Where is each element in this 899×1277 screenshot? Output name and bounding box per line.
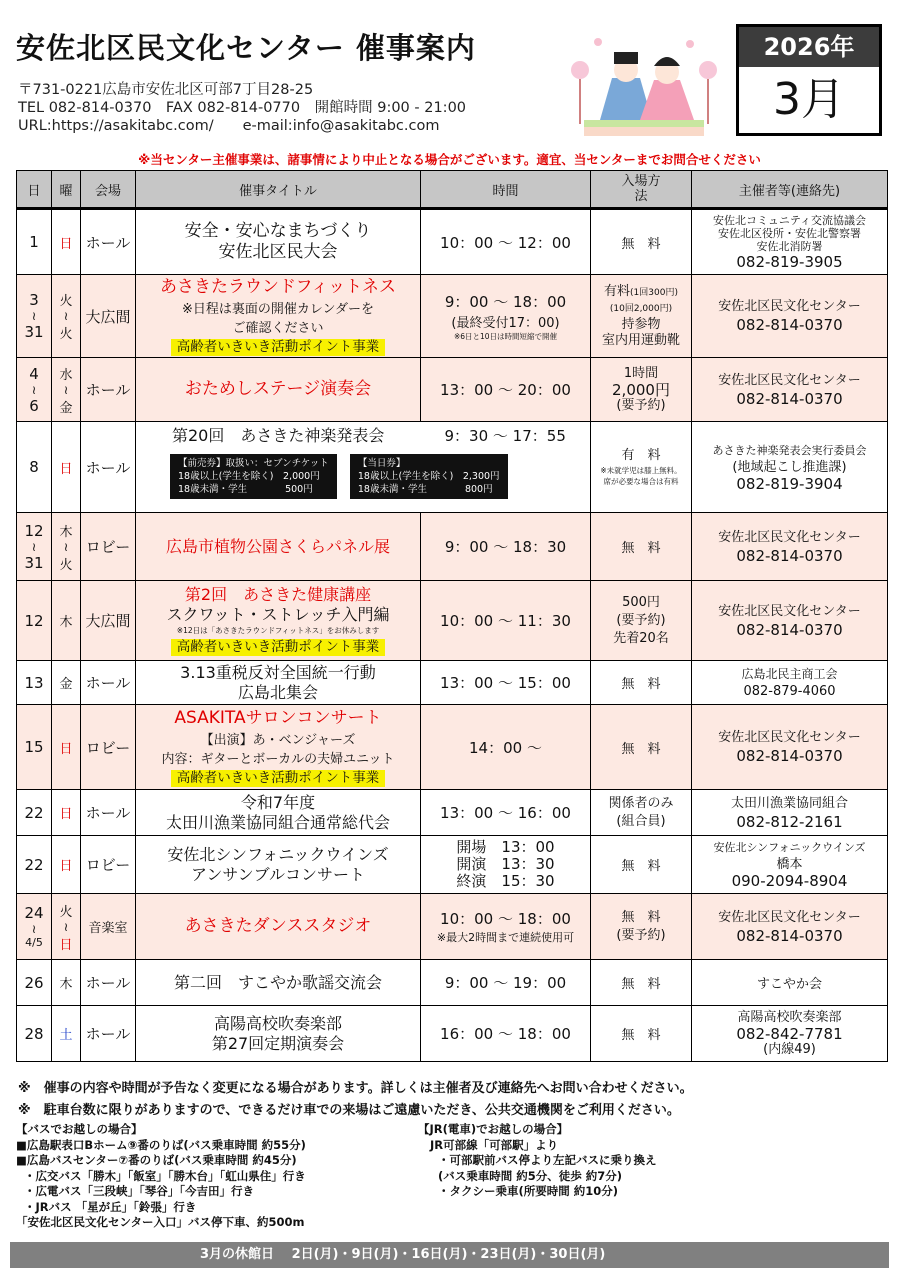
table-row: 15 日 ロビー ASAKITAサロンコンサート 【出演】あ・ベンジャーズ 内容：ギターとボーカルの夫婦ユニット 高齢者いきいき活動ポイント事業 14：00 ～ 無 料 安佐北区民文化センター 082-814-0370 (17, 705, 888, 790)
door-ticket-box: 【当日券】 18歳以上(学生を除く) 2,300円 18歳未満・学生 800円 (350, 454, 508, 499)
table-header-row (17, 171, 888, 209)
col-weekday: 曜 (52, 171, 81, 209)
note-parking: ※ 駐車台数に限りがありますので、できるだけ車での来場はご遠慮いただき、公共交通機関をご利用ください。 (18, 1103, 680, 1118)
table-row: 22 日 ホール 令和7年度 太田川漁業協同組合通常総代会 13：00 ～ 16：00 関係者のみ (組合員) 太田川漁業協同組合 082-812-2161 (17, 790, 888, 836)
address: 〒731-0221広島市安佐北区可部7丁目28-25 (18, 82, 314, 98)
year-label: 2026年 (739, 27, 879, 67)
col-organizer: 主催者等(連絡先) (692, 171, 888, 209)
table-row: 12 ≀ 31 木 ≀ 火 ロビー 広島市植物公園さくらパネル展 9：00 ～ 18：30 無 料 安佐北区民文化センター 082-814-0370 (17, 513, 888, 581)
points-tag: 高齢者いきいき活動ポイント事業 (171, 770, 386, 787)
table-row: 4 ≀ 6 水 ≀ 金 ホール おためしステージ演奏会 13：00 ～ 20：00 1時間 2,000円 (要予約) 安佐北区民文化センター 082-814-0370 (17, 358, 888, 422)
col-title: 催事タイトル (136, 171, 421, 209)
table-row: 24 ≀ 4/5 火 ≀ 日 音楽室 あさきたダンススタジオ 10：00 ～ 18：00 ※最大2時間まで連続使用可 無 料 (要予約) 安佐北区民文化センター 082-814-0370 (17, 894, 888, 960)
col-venue: 会場 (81, 171, 136, 209)
table-row: 13 金 ホール 3.13重税反対全国統一行動 広島北集会 13：00 ～ 15：00 無 料 広島北民主商工会 082-879-4060 (17, 661, 888, 705)
warning-notice: ※当センター主催事業は、諸事情により中止となる場合がございます。適宜、当センターまでお問合せください (138, 152, 761, 167)
col-time: 時間 (421, 171, 591, 209)
closed-days-bar (10, 1242, 889, 1268)
date-box (736, 24, 882, 136)
table-row: 1 日 ホール 安全・安心なまちづくり 安佐北区民大会 10：00 ～ 12：00 無 料 安佐北コミュニティ交流協議会 安佐北区役所・安佐北警察署 安佐北消防署 082-819-3905 (17, 209, 888, 275)
table-row: 8 日 ホール 第20回 あさきた神楽発表会 9：30 ～ 17：55 【前売券】取扱い：セブンチケット 18歳以上(学生を除く) 2,000円 18歳未満・学生 500円 【当日券】 18歳以上(学生を除く) 2,300円 18歳未満・学生 800円 有 料 ※未就学児は膝上無料。 席が必要な場合は有料 あさきた神楽発表会実行委員会 (地域起こし推進課) 082-819-3904 (17, 422, 888, 513)
events-table (16, 170, 888, 1062)
advance-ticket-box: 【前売券】取扱い：セブンチケット 18歳以上(学生を除く) 2,000円 18歳未満・学生 500円 (170, 454, 337, 499)
note-change: ※ 催事の内容や時間が予告なく変更になる場合があります。詳しくは主催者及び連絡先へお問い合わせください。 (18, 1081, 693, 1096)
tel-line: TEL 082-814-0370 FAX 082-814-0770 開館時間 9:00 - 21:00 (18, 100, 467, 116)
closed-days-text: 3月の休館日 2日(月)・9日(月)・16日(月)・23日(月)・30日(月) (200, 1247, 606, 1262)
access-jr: 【JR(電車)でお越しの場合】 JR可部線「可部駅」より ・可部駅前バス停より左記バスに乗り換え (バス乗車時間 約5分、徒歩 約7分) ・タクシー乗車(所要時間 約10分) (418, 1122, 657, 1198)
table-row: 12 木 大広間 第2回 あさきた健康講座 スクワット・ストレッチ入門編 ※12日は「あさきたラウンドフィットネス」をお休みします 高齢者いきいき活動ポイント事業 10：00 ～ 11：30 500円 (要予約) 先着20名 安佐北区民文化センター 082-814-0370 (17, 581, 888, 661)
month-label: 3月 (773, 74, 845, 125)
col-day: 日 (17, 171, 52, 209)
page-title: 安佐北区民文化センター 催事案内 (16, 31, 476, 65)
col-entry: 入場方法 (591, 171, 692, 209)
table-row: 22 日 ロビー 安佐北シンフォニックウインズ アンサンブルコンサート 開場 13：00 開演 13：30 終演 15：30 無 料 安佐北シンフォニックウインズ 橋本 090-2094-8904 (17, 836, 888, 894)
hina-doll-illustration (568, 34, 720, 138)
access-bus: 【バスでお越しの場合】 ■広島駅表口Bホーム⑨番のりば(バス乗車時間 約55分) ■広島バスセンター⑦番のりば(バス乗車時間 約45分) ・広交バス「勝木」「飯室」「勝木台」「虹山県住」行き ・広電バス「三段峡」「琴谷」「今吉田」行き ・JRバス 「星が丘」「鈴張」行き 「安佐北区民文化センター入口」バス停下車、約500m (16, 1122, 306, 1229)
points-tag: 高齢者いきいき活動ポイント事業 (171, 339, 386, 356)
table-row: 26 木 ホール 第二回 すこやか歌謡交流会 9：00 ～ 19：00 無 料 すこやか会 (17, 960, 888, 1006)
points-tag: 高齢者いきいき活動ポイント事業 (171, 639, 386, 656)
table-row: 3 ≀ 31 火 ≀ 火 大広間 あさきたラウンドフィットネス ※日程は裏面の開催カレンダーを ご確認ください 高齢者いきいき活動ポイント事業 9：00 ～ 18：00 (最終受付17：00) ※6日と10日は時間短縮で開催 有料(1回300円) (10回2,000円) 持参物 室内用運動靴 安佐北区民文化センター 082-814-0370 (17, 275, 888, 358)
url-line: URL:https://asakitabc.com/ e-mail:info@asakitabc.com (18, 118, 440, 134)
table-row: 28 土 ホール 高陽高校吹奏楽部 第27回定期演奏会 16：00 ～ 18：00 無 料 高陽高校吹奏楽部 082-842-7781 (内線49) (17, 1006, 888, 1062)
